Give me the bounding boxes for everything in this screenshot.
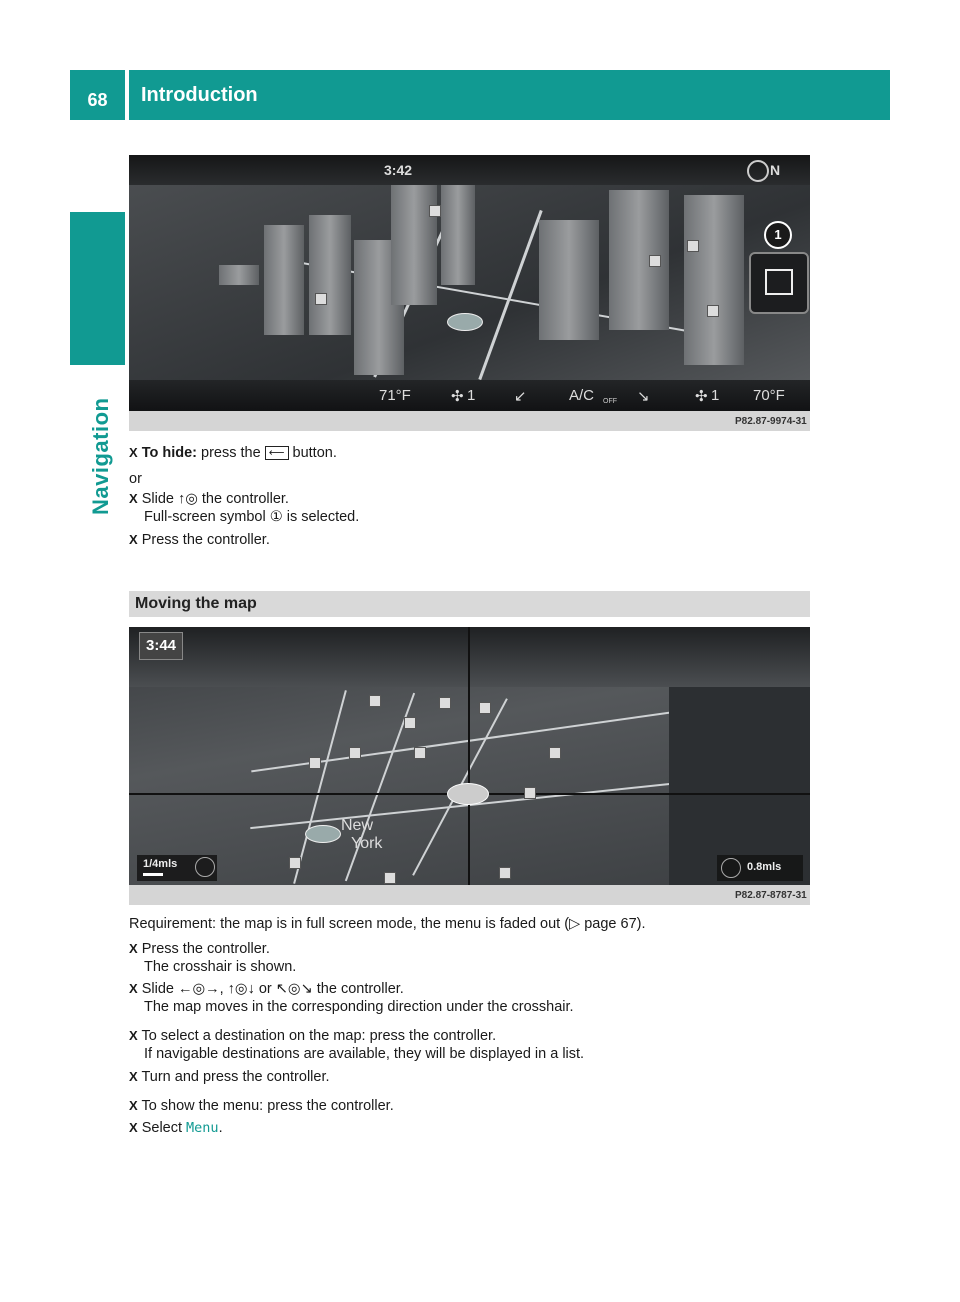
poi-icon — [315, 293, 327, 305]
instruction-step — [129, 531, 270, 549]
map-building — [264, 225, 304, 335]
or-text: or — [129, 471, 142, 487]
fan-icon: ✣ — [451, 388, 464, 405]
bullet-icon: X — [129, 1120, 138, 1135]
map-building — [539, 220, 599, 340]
map-building — [441, 185, 475, 285]
clock: 3:44 — [139, 632, 183, 660]
poi-icon — [499, 867, 511, 879]
poi-icon — [707, 305, 719, 317]
instruction-step — [129, 940, 270, 958]
step-label: To hide: — [141, 445, 198, 461]
poi-icon — [687, 240, 699, 252]
bullet-icon: X — [129, 445, 138, 460]
status-bar — [129, 155, 810, 185]
map-scale-right — [717, 855, 803, 881]
bullet-icon: X — [129, 941, 138, 956]
fan-level-left: 1 — [467, 387, 476, 404]
seat-airflow-icon: ↙ — [514, 388, 527, 405]
bullet-icon: X — [129, 491, 138, 506]
bullet-icon: X — [129, 981, 138, 996]
side-tab-marker — [70, 212, 125, 365]
side-tab-label: Navigation — [88, 397, 113, 515]
step-result: If navigable destinations are available, they will be displayed in a list. — [144, 1046, 585, 1062]
requirement-text: Requirement: the map is in full screen mode, the menu is faded out (▷ page 67). — [129, 916, 646, 932]
bullet-icon: X — [129, 1098, 138, 1113]
map-label-new: New — [341, 817, 374, 834]
poi-icon — [414, 747, 426, 759]
figure-caption-strip — [129, 411, 810, 431]
fan-level-right: 1 — [711, 387, 720, 404]
step-text: . — [218, 1120, 223, 1136]
page-title: Introduction — [141, 84, 258, 106]
map-building — [391, 185, 437, 305]
scale-bar — [143, 873, 163, 876]
clock: 3:42 — [384, 162, 413, 178]
menu-softkey-label: Menu — [186, 1120, 219, 1136]
instruction-step — [129, 1119, 223, 1137]
poi-icon — [349, 747, 361, 759]
vehicle-position-icon — [447, 313, 483, 331]
compass-heading: N — [770, 162, 781, 178]
ac-label: A/C — [569, 387, 595, 404]
ac-sub: OFF — [603, 398, 617, 405]
side-tab — [70, 365, 125, 515]
temp-left: 71°F — [379, 387, 411, 404]
poi-icon — [439, 697, 451, 709]
poi-icon — [404, 717, 416, 729]
figure-caption: P82.87-8787-31 — [735, 890, 807, 901]
instruction-step — [129, 490, 289, 508]
seat-airflow-icon: ↘ — [637, 388, 650, 405]
fullscreen-button[interactable] — [749, 252, 809, 314]
step-text: button. — [288, 445, 337, 461]
instruction-step — [129, 1068, 330, 1086]
instruction-step — [129, 980, 404, 998]
step-result: The map moves in the corresponding direction under the crosshair. — [144, 999, 574, 1015]
poi-icon — [309, 757, 321, 769]
scale-text: 0.8mls — [747, 861, 782, 873]
step-text: Select — [141, 1120, 187, 1136]
instruction-step — [129, 444, 337, 462]
map-building — [309, 215, 351, 335]
map-road — [250, 777, 728, 829]
poi-icon — [369, 695, 381, 707]
figure-caption-strip — [129, 885, 810, 905]
crosshair-vertical — [468, 627, 470, 885]
step-text: Slide ←◎→, ↑◎↓ or ↖◎↘ the controller. — [141, 981, 404, 997]
callout-1: 1 — [764, 221, 792, 249]
section-title: Moving the map — [135, 595, 257, 612]
bullet-icon: X — [129, 1028, 138, 1043]
vehicle-position-icon — [305, 825, 341, 843]
bullet-icon: X — [129, 532, 138, 547]
instruction-step — [129, 1027, 496, 1045]
poi-icon — [429, 205, 441, 217]
fullscreen-icon — [765, 269, 793, 295]
temp-right: 70°F — [753, 387, 785, 404]
poi-icon — [649, 255, 661, 267]
compass-icon — [195, 857, 215, 877]
step-result: The crosshair is shown. — [144, 959, 297, 975]
step-text: Press the controller. — [141, 532, 270, 548]
back-button-icon: ⟵ — [265, 446, 289, 460]
poi-icon — [479, 702, 491, 714]
map-label-york: York — [351, 835, 383, 852]
map-road — [293, 690, 347, 884]
map-screen-crosshair — [129, 627, 810, 885]
step-result: Full-screen symbol ① is selected. — [144, 509, 360, 525]
poi-icon — [289, 857, 301, 869]
poi-icon — [524, 787, 536, 799]
crosshair-center-icon — [447, 783, 489, 805]
step-text: To show the menu: press the controller. — [141, 1098, 394, 1114]
step-text: Press the controller. — [141, 941, 270, 957]
fan-icon: ✣ — [695, 388, 708, 405]
poi-icon — [384, 872, 396, 884]
map-screen-fullscreen — [129, 155, 810, 411]
figure-caption: P82.87-9974-31 — [735, 416, 807, 427]
step-text: Slide ↑◎ the controller. — [141, 491, 289, 507]
step-text: To select a destination on the map: press the controller. — [141, 1028, 497, 1044]
scale-text: 1/4mls — [143, 858, 178, 870]
map-building — [684, 195, 744, 365]
compass-icon — [721, 858, 741, 878]
map-scale-left — [137, 855, 217, 881]
map-building — [219, 265, 259, 285]
step-text: Turn and press the controller. — [141, 1069, 330, 1085]
bullet-icon: X — [129, 1069, 138, 1084]
poi-icon — [549, 747, 561, 759]
step-text: press the — [197, 445, 265, 461]
page-number: 68 — [87, 90, 108, 110]
compass-icon — [747, 160, 769, 182]
instruction-step — [129, 1097, 394, 1115]
